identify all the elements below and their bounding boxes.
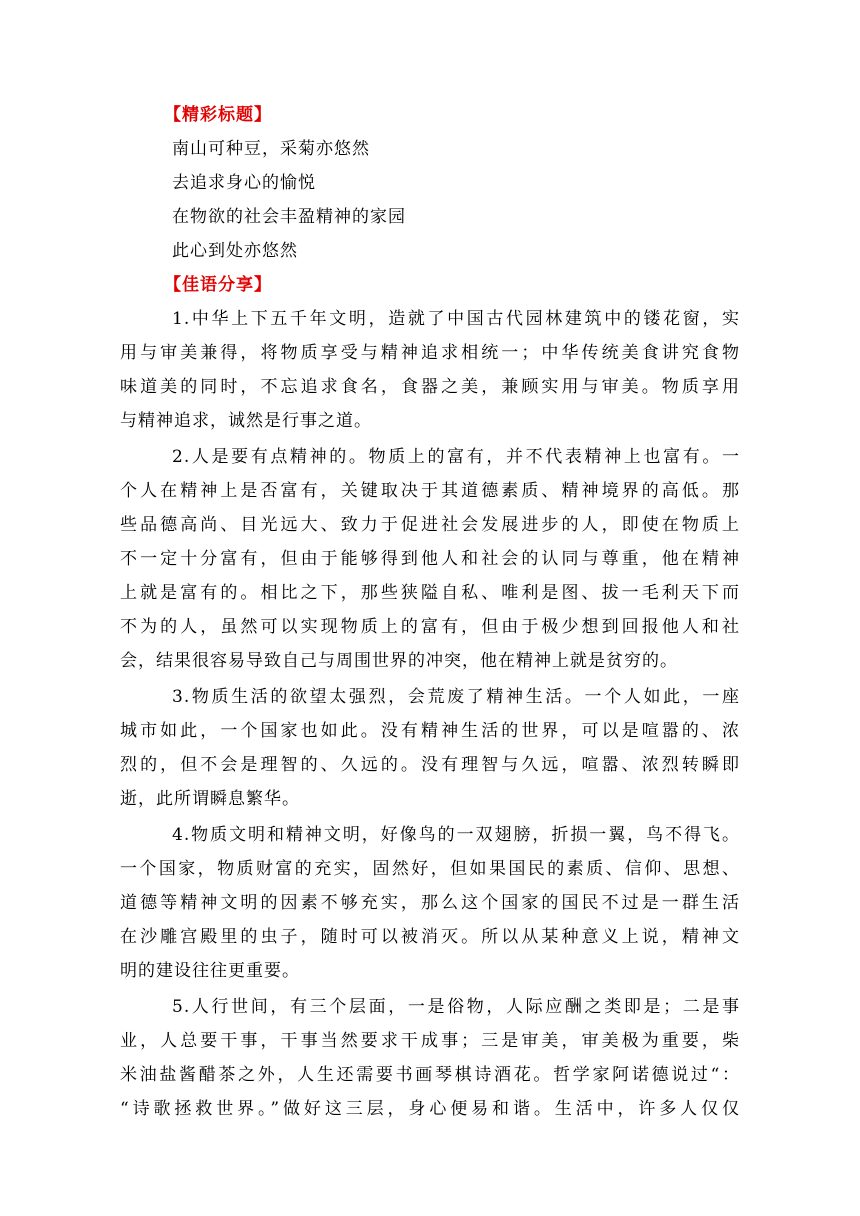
title-item: 南山可种豆，采菊亦悠然 xyxy=(172,139,370,159)
paragraph-line: 些品德高尚、目光远大、致力于促进社会发展进步的人，即使在物质上 xyxy=(120,515,740,535)
paragraph-line: 1.中华上下五千年文明，造就了中国古代园林建筑中的镂花窗，实 xyxy=(172,309,740,329)
quote-paragraph-1 xyxy=(120,302,740,438)
title-item: 去追求身心的愉悦 xyxy=(172,173,316,193)
title-list xyxy=(120,132,740,268)
paragraph-line: 味道美的同时，不忘追求食名，食器之美，兼顾实用与审美。物质享用 xyxy=(120,377,740,397)
paragraph-line: 业，人总要干事，干事当然要求干成事；三是审美，审美极为重要，柴 xyxy=(120,1031,740,1051)
paragraph-line: “诗歌拯救世界。”做好这三层，身心便易和谐。生活中，许多人仅仅 xyxy=(120,1099,740,1119)
paragraph-line: 会，结果很容易导致自己与周围世界的冲突，他在精神上就是贫穷的。 xyxy=(120,651,678,671)
paragraph-line: 道德等精神文明的因素不够充实，那么这个国家的国民不过是一群生活 xyxy=(120,893,740,913)
paragraph-line: 2.人是要有点精神的。物质上的富有，并不代表精神上也富有。一 xyxy=(172,447,740,467)
paragraph-line: 在沙雕宫殿里的虫子，随时可以被消灭。所以从某种意义上说，精神文 xyxy=(120,927,740,947)
quote-paragraph-4 xyxy=(120,818,740,988)
paragraph-line: 上就是富有的。相比之下，那些狭隘自私、唯利是图、拔一毛利天下而 xyxy=(120,583,740,603)
paragraph-line: 用与审美兼得，将物质享受与精神追求相统一；中华传统美食讲究食物 xyxy=(120,343,740,363)
paragraph-line: 明的建设往往更重要。 xyxy=(120,961,300,981)
paragraph-line: 4.物质文明和精神文明，好像鸟的一双翅膀，折损一翼，鸟不得飞。 xyxy=(172,825,740,845)
section-heading-titles: 【精彩标题】 xyxy=(164,105,272,125)
paragraph-line: 5.人行世间，有三个层面，一是俗物，人际应酬之类即是；二是事 xyxy=(172,997,740,1017)
quote-paragraph-5 xyxy=(120,990,740,1126)
paragraph-line: 与精神追求，诚然是行事之道。 xyxy=(120,411,372,431)
title-item: 在物欲的社会丰盈精神的家园 xyxy=(172,207,406,227)
section-heading-quotes: 【佳语分享】 xyxy=(164,275,272,295)
paragraph-line: 米油盐酱醋茶之外，人生还需要书画琴棋诗酒花。哲学家阿诺德说过“： xyxy=(120,1065,740,1085)
paragraph-line: 烈的，但不会是理智的、久远的。没有理智与久远，喧嚣、浓烈转瞬即 xyxy=(120,755,740,775)
paragraph-line: 3.物质生活的欲望太强烈，会荒废了精神生活。一个人如此，一座 xyxy=(172,687,740,707)
paragraph-line: 不一定十分富有，但由于能够得到他人和社会的认同与尊重，他在精神 xyxy=(120,549,740,569)
paragraph-line: 逝，此所谓瞬息繁华。 xyxy=(120,789,300,809)
paragraph-line: 一个国家，物质财富的充实，固然好，但如果国民的素质、信仰、思想、 xyxy=(120,859,740,879)
paragraph-line: 不为的人，虽然可以实现物质上的富有，但由于极少想到回报他人和社 xyxy=(120,617,740,637)
paragraph-line: 个人在精神上是否富有，关键取决于其道德素质、精神境界的高低。那 xyxy=(120,481,740,501)
title-item: 此心到处亦悠然 xyxy=(172,241,298,261)
quote-paragraph-2 xyxy=(120,440,740,678)
paragraph-line: 城市如此，一个国家也如此。没有精神生活的世界，可以是喧嚣的、浓 xyxy=(120,721,740,741)
quote-paragraph-3 xyxy=(120,680,740,816)
